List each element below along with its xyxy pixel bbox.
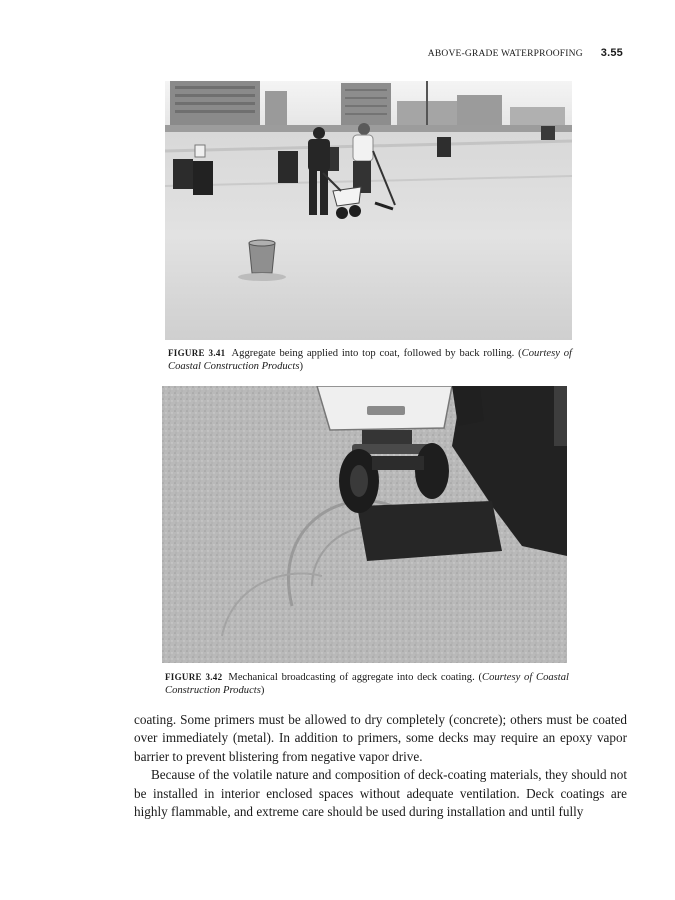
courtesy-text: Courtesy of Coastal Construction Products — [168, 348, 572, 372]
paragraph-2: Because of the volatile nature and composition of deck-coating materials, they should not be installed in interior enclosed spaces without adequate ventilation. Deck coatings are highly flammable, and extreme care should be used during installation and until fully — [134, 767, 627, 820]
paragraph-1: coating. Some primers must be allowed to dry completely (concrete); others must be coated over immediately (metal). In addition to primers, some decks may require an epoxy vapor barrier to prevent blistering from negative vapor drive. — [134, 712, 627, 764]
courtesy-text: Courtesy of Coastal Construction Products — [165, 672, 569, 696]
body-text — [134, 711, 627, 821]
figure-3-41-caption — [168, 347, 572, 373]
courtesy-open: ( — [518, 348, 522, 359]
page-number: 3.55 — [600, 47, 623, 59]
figure-3-41-photo — [165, 81, 572, 340]
courtesy-close: ) — [299, 361, 303, 372]
figure-3-42-photo — [162, 386, 567, 663]
figure-3-42-caption — [165, 671, 569, 697]
section-title: ABOVE-GRADE WATERPROOFING — [427, 49, 583, 59]
caption-text: Mechanical broadcasting of aggregate into deck coating. ( — [228, 672, 483, 683]
caption-text: Aggregate being applied into top coat, followed by back rolling. — [231, 348, 515, 359]
figure-label: FIGURE 3.42 — [165, 672, 223, 682]
running-head — [428, 47, 623, 59]
figure-label: FIGURE 3.41 — [168, 348, 226, 358]
courtesy-close: ) — [260, 685, 265, 696]
